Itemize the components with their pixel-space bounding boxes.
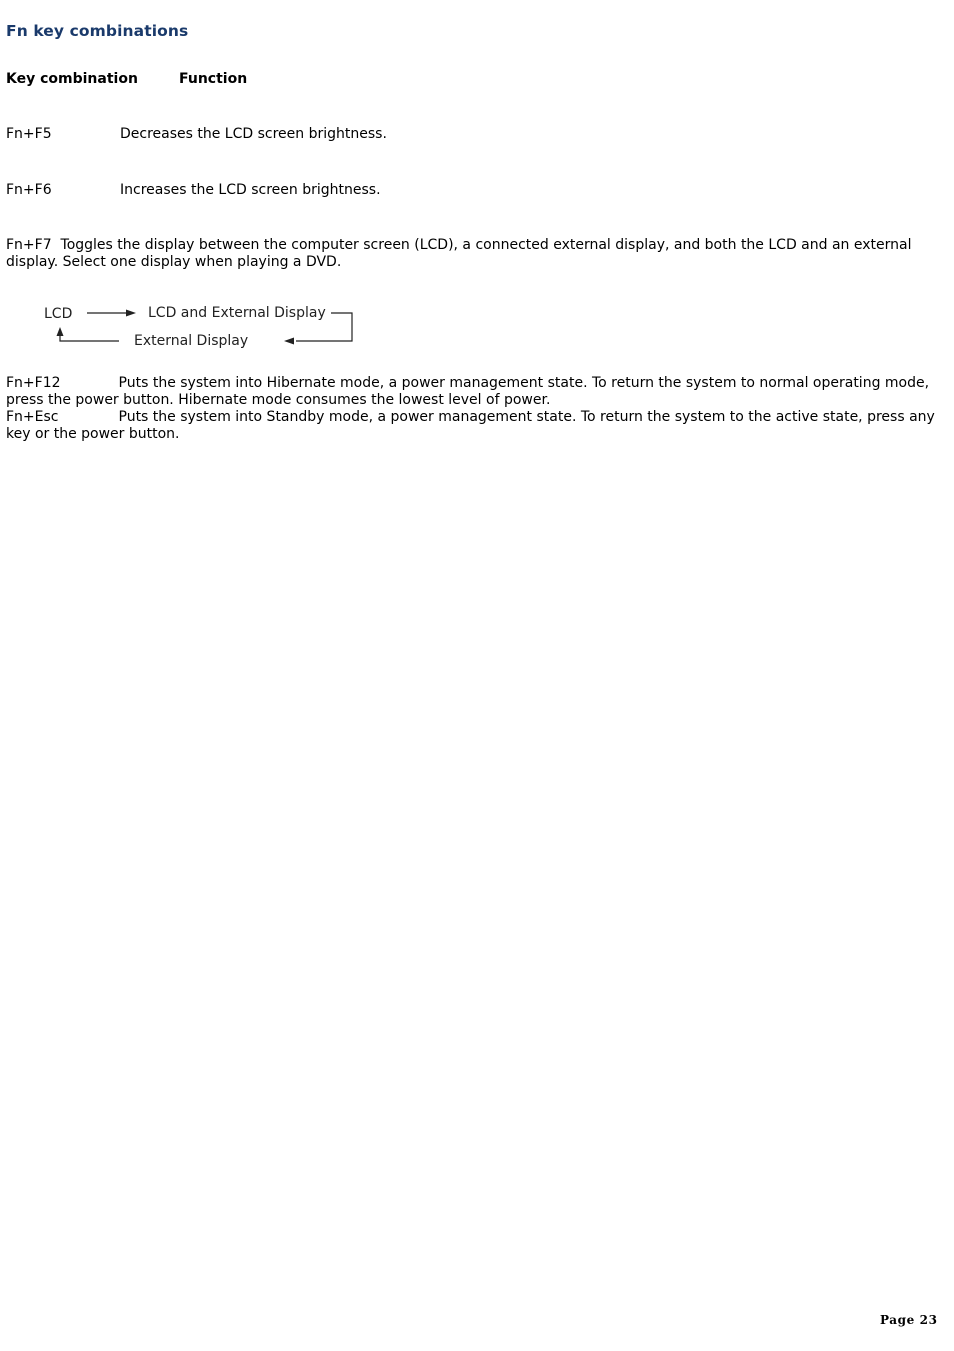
diagram-lcd-external-label: LCD and External Display [148, 305, 326, 321]
diagram-back-line [60, 332, 119, 341]
desc-fn-f12: Puts the system into Hibernate mode, a power management state. To return the system to normal operating mode, press the power button. Hibernate mode consumes the lowest level of power. [6, 375, 930, 408]
key-fn-f5: Fn+F5 [6, 126, 52, 142]
key-fn-esc: Fn+Esc [6, 409, 59, 425]
key-fn-f7: Fn+F7 [6, 237, 52, 253]
fn-esc-entry [6, 409, 950, 443]
desc-fn-f6: Increases the LCD screen brightness. [120, 182, 381, 198]
desc-fn-f7: Toggles the display between the computer screen (LCD), a connected external display, and both the LCD and an external display. Select one display when playing a DVD. [6, 237, 912, 270]
fn-f7-entry [6, 237, 950, 271]
arrow-left-icon [284, 338, 294, 345]
page-title: Fn key combinations [6, 22, 189, 40]
key-fn-f12: Fn+F12 [6, 375, 61, 391]
fn-f12-entry [6, 375, 950, 409]
diagram-lcd-label: LCD [44, 306, 73, 322]
arrow-right-icon [126, 310, 136, 317]
display-toggle-diagram [40, 298, 370, 354]
desc-fn-f5: Decreases the LCD screen brightness. [120, 126, 387, 142]
key-fn-f6: Fn+F6 [6, 182, 52, 198]
diagram-external-label: External Display [134, 333, 249, 349]
arrow-up-icon [57, 327, 64, 336]
column-header-key-combination: Key combination [6, 71, 138, 87]
page-number: Page 23 [880, 1313, 938, 1327]
column-header-function: Function [179, 71, 248, 87]
desc-fn-esc: Puts the system into Standby mode, a power management state. To return the system to the active state, press any key or the power button. [6, 409, 935, 442]
